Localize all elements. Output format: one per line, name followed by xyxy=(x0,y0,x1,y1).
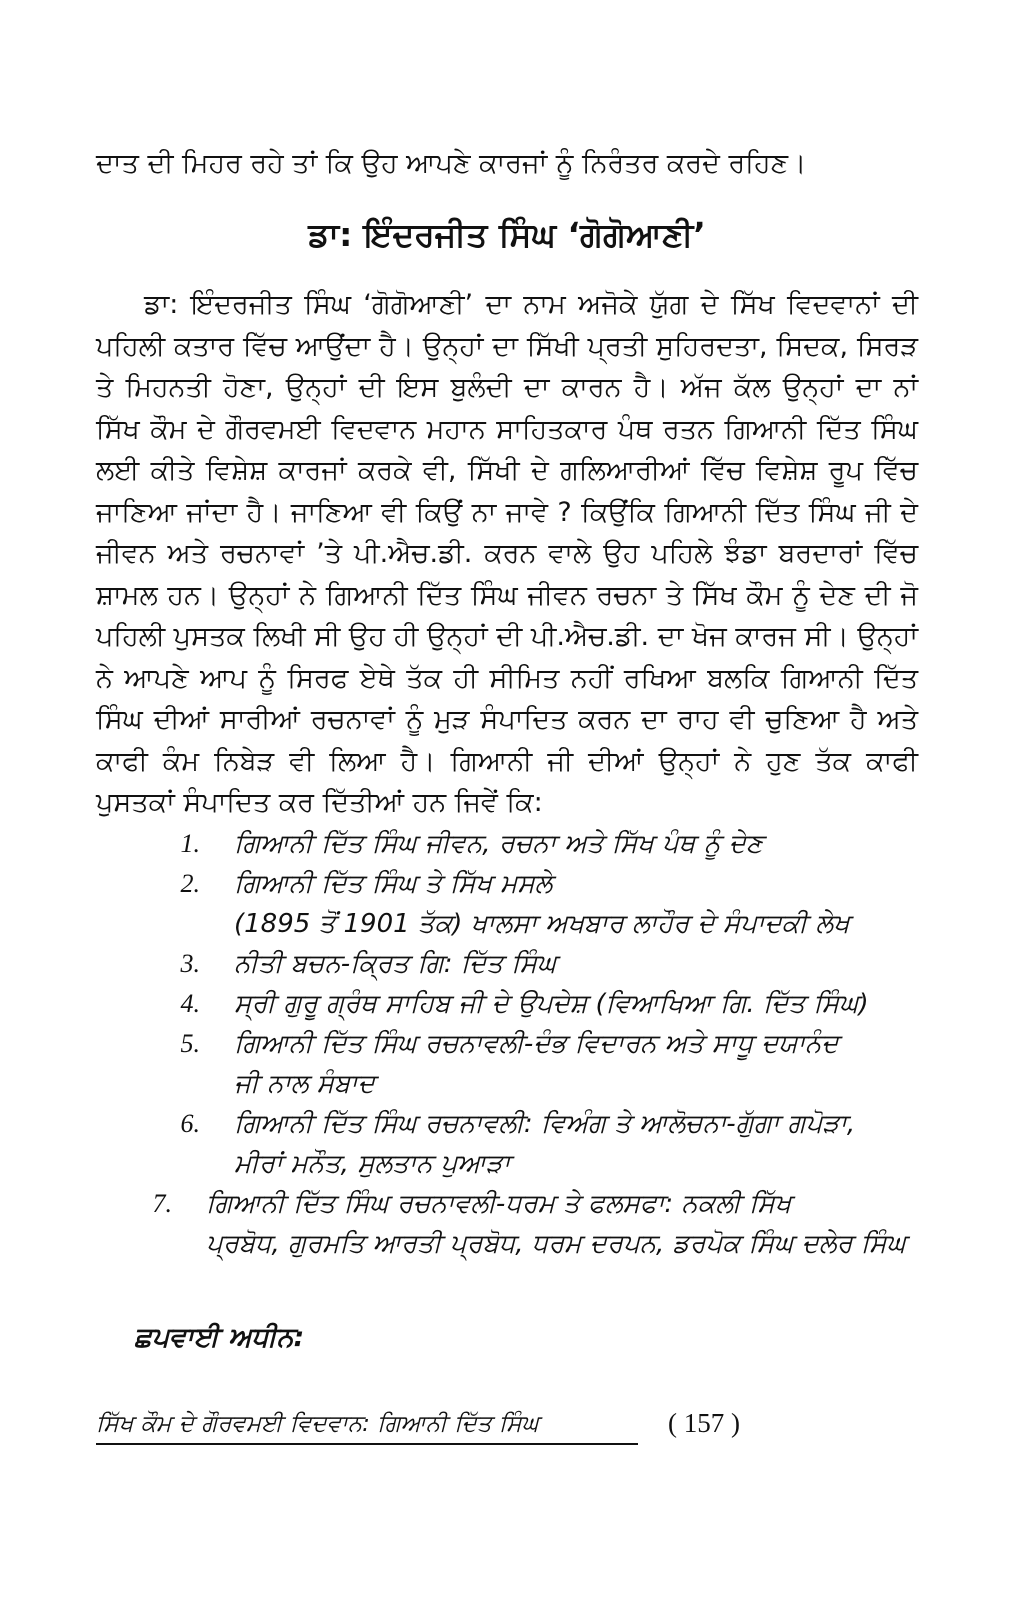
subheading: ਛਪਵਾਈ ਅਧੀਨ: xyxy=(134,1321,305,1353)
list-number: 1. xyxy=(180,828,200,858)
list-text xyxy=(234,1024,918,1104)
list-text-line: ਪ੍ਰਬੋਧ, ਗੁਰਮਤਿ ਆਰਤੀ ਪ੍ਰਬੋਧ, ਧਰਮ ਦਰਪਨ, ਡਰਪੋਕ ਸਿੰਘ ਦਲੇਰ ਸਿੰਘ xyxy=(206,1228,906,1259)
body-paragraph: ਡਾ: ਇੰਦਰਜੀਤ ਸਿੰਘ ‘ਗੋਗੋਆਣੀ’ ਦਾ ਨਾਮ ਅਜੋਕੇ ਯੁੱਗ ਦੇ ਸਿੱਖ ਵਿਦਵਾਨਾਂ ਦੀ ਪਹਿਲੀ ਕਤਾਰ ਵਿੱਚ ਆਉਂਦਾ ਹੈ। ਉਨ੍ਹਾਂ ਦਾ ਸਿੱਖੀ ਪ੍ਰਤੀ ਸੁਹਿਰਦਤਾ, ਸਿਦਕ, ਸਿਰੜ ਤੇ ਮਿਹਨਤੀ ਹੋਣਾ, ਉਨ੍ਹਾਂ ਦੀ ਇਸ ਬੁਲੰਦੀ ਦਾ ਕਾਰਨ ਹੈ। ਅੱਜ ਕੱਲ ਉਨ੍ਹਾਂ ਦਾ ਨਾਂ ਸਿੱਖ ਕੌਮ ਦੇ ਗੌਰਵਮਈ ਵਿਦਵਾਨ ਮਹਾਨ ਸਾਹਿਤਕਾਰ ਪੰਥ ਰਤਨ ਗਿਆਨੀ ਦਿੱਤ ਸਿੰਘ ਲਈ ਕੀਤੇ ਵਿਸ਼ੇਸ਼ ਕਾਰਜਾਂ ਕਰਕੇ ਵੀ, ਸਿੱਖੀ ਦੇ ਗਲਿਆਰੀਆਂ ਵਿੱਚ ਵਿਸ਼ੇਸ਼ ਰੂਪ ਵਿੱਚ ਜਾਣਿਆ ਜਾਂਦਾ ਹੈ। ਜਾਣਿਆ ਵੀ ਕਿਉਂ ਨਾ ਜਾਵੇ ? ਕਿਉਂਕਿ ਗਿਆਨੀ ਦਿੱਤ ਸਿੰਘ ਜੀ ਦੇ ਜੀਵਨ ਅਤੇ ਰਚਨਾਵਾਂ ’ਤੇ ਪੀ.ਐਚ.ਡੀ. ਕਰਨ ਵਾਲੇ ਉਹ ਪਹਿਲੇ ਝੰਡਾ ਬਰਦਾਰਾਂ ਵਿੱਚ ਸ਼ਾਮਲ ਹਨ। ਉਨ੍ਹਾਂ ਨੇ ਗਿਆਨੀ ਦਿੱਤ ਸਿੰਘ ਜੀਵਨ ਰਚਨਾ ਤੇ ਸਿੱਖ ਕੌਮ ਨੂੰ ਦੇਣ ਦੀ ਜੋ ਪਹਿਲੀ ਪੁਸਤਕ ਲਿਖੀ ਸੀ ਉਹ ਹੀ ਉਨ੍ਹਾਂ ਦੀ ਪੀ.ਐਚ.ਡੀ. ਦਾ ਖੋਜ ਕਾਰਜ ਸੀ। ਉਨ੍ਹਾਂ ਨੇ ਆਪਣੇ ਆਪ ਨੂੰ ਸਿਰਫ ਏਥੇ ਤੱਕ ਹੀ ਸੀਮਿਤ ਨਹੀਂ ਰਖਿਆ ਬਲਕਿ ਗਿਆਨੀ ਦਿੱਤ ਸਿੰਘ ਦੀਆਂ ਸਾਰੀਆਂ ਰਚਨਾਵਾਂ ਨੂੰ ਮੁੜ ਸੰਪਾਦਿਤ ਕਰਨ ਦਾ ਰਾਹ ਵੀ ਚੁਣਿਆ ਹੈ ਅਤੇ ਕਾਫੀ ਕੰਮ ਨਿਬੇੜ ਵੀ ਲਿਆ ਹੈ। ਗਿਆਨੀ ਜੀ ਦੀਆਂ ਉਨ੍ਹਾਂ ਨੇ ਹੁਣ ਤੱਕ ਕਾਫੀ ਪੁਸਤਕਾਂ ਸੰਪਾਦਿਤ ਕਰ ਦਿੱਤੀਆਂ ਹਨ ਜਿਵੇਂ ਕਿ: xyxy=(96,289,918,818)
running-title: ਸਿੱਖ ਕੌਮ ਦੇ ਗੌਰਵਮਈ ਵਿਦਵਾਨ: ਗਿਆਨੀ ਦਿੱਤ ਸਿੰਘ xyxy=(96,1411,638,1445)
list-item xyxy=(96,1024,918,1104)
list-text: ਸ੍ਰੀ ਗੁਰੂ ਗ੍ਰੰਥ ਸਾਹਿਬ ਜੀ ਦੇ ਉਪਦੇਸ਼ (ਵਿਆਖਿਆ ਗਿ. ਦਿੱਤ ਸਿੰਘ) xyxy=(234,988,869,1019)
list-number: 2. xyxy=(180,868,200,898)
list-number: 5. xyxy=(180,1028,200,1058)
page-body xyxy=(96,140,918,1360)
list-item xyxy=(96,864,918,944)
list-number: 4. xyxy=(180,988,200,1018)
list-text: ਨੀਤੀ ਬਚਨ-ਕ੍ਰਿਤ ਗਿ: ਦਿੱਤ ਸਿੰਘ xyxy=(234,948,557,979)
list-item xyxy=(96,1104,918,1184)
section-heading: ਡਾ: ਇੰਦਰਜੀਤ ਸਿੰਘ ‘ਗੋਗੋਆਣੀ’ xyxy=(308,215,706,254)
page-number: ( 157 ) xyxy=(668,1408,740,1438)
list-item xyxy=(96,824,918,864)
list-text xyxy=(206,1184,918,1264)
list-text-line: ਗਿਆਨੀ ਦਿੱਤ ਸਿੰਘ ਰਚਨਾਵਲੀ-ਦੰਭ ਵਿਦਾਰਨ ਅਤੇ ਸਾਧੂ ਦਯਾਨੰਦ xyxy=(234,1028,839,1059)
list-text-line: (1895 ਤੋਂ 1901 ਤੱਕ) ਖਾਲਸਾ ਅਖਬਾਰ ਲਾਹੌਰ ਦੇ ਸੰਪਾਦਕੀ ਲੇਖ xyxy=(234,908,850,939)
list-number: 6. xyxy=(180,1108,200,1138)
list-item xyxy=(96,944,918,984)
list-text-line: ਗਿਆਨੀ ਦਿੱਤ ਸਿੰਘ ਤੇ ਸਿੱਖ ਮਸਲੇ xyxy=(234,868,553,899)
list-number: 3. xyxy=(180,948,200,978)
intro-line: ਦਾਤ ਦੀ ਮਿਹਰ ਰਹੇ ਤਾਂ ਕਿ ਉਹ ਆਪਣੇ ਕਾਰਜਾਂ ਨੂੰ ਨਿਰੰਤਰ ਕਰਦੇ ਰਹਿਣ। xyxy=(96,148,807,179)
list-text: ਗਿਆਨੀ ਦਿੱਤ ਸਿੰਘ ਜੀਵਨ, ਰਚਨਾ ਅਤੇ ਸਿੱਖ ਪੰਥ ਨੂੰ ਦੇਣ xyxy=(234,828,763,859)
book-list xyxy=(96,824,918,1264)
list-item xyxy=(96,984,918,1024)
page-footer xyxy=(96,1408,756,1445)
list-text-line: ਗਿਆਨੀ ਦਿੱਤ ਸਿੰਘ ਰਚਨਾਵਲੀ-ਧਰਮ ਤੇ ਫਲਸਫਾ: ਨਕਲੀ ਸਿੱਖ xyxy=(206,1188,792,1219)
list-item xyxy=(96,1184,918,1264)
list-text-line: ਗਿਆਨੀ ਦਿੱਤ ਸਿੰਘ ਰਚਨਾਵਲੀ: ਵਿਅੰਗ ਤੇ ਆਲੋਚਨਾ-ਗੁੱਗਾ ਗਪੋੜਾ, xyxy=(234,1108,856,1139)
list-text-line: ਜੀ ਨਾਲ ਸੰਬਾਦ xyxy=(234,1068,375,1099)
list-text xyxy=(234,1104,918,1184)
list-number: 7. xyxy=(152,1188,172,1218)
list-text xyxy=(234,864,918,944)
list-text-line: ਮੀਰਾਂ ਮਨੌਤ, ਸੁਲਤਾਨ ਪੁਆੜਾ xyxy=(234,1148,511,1179)
